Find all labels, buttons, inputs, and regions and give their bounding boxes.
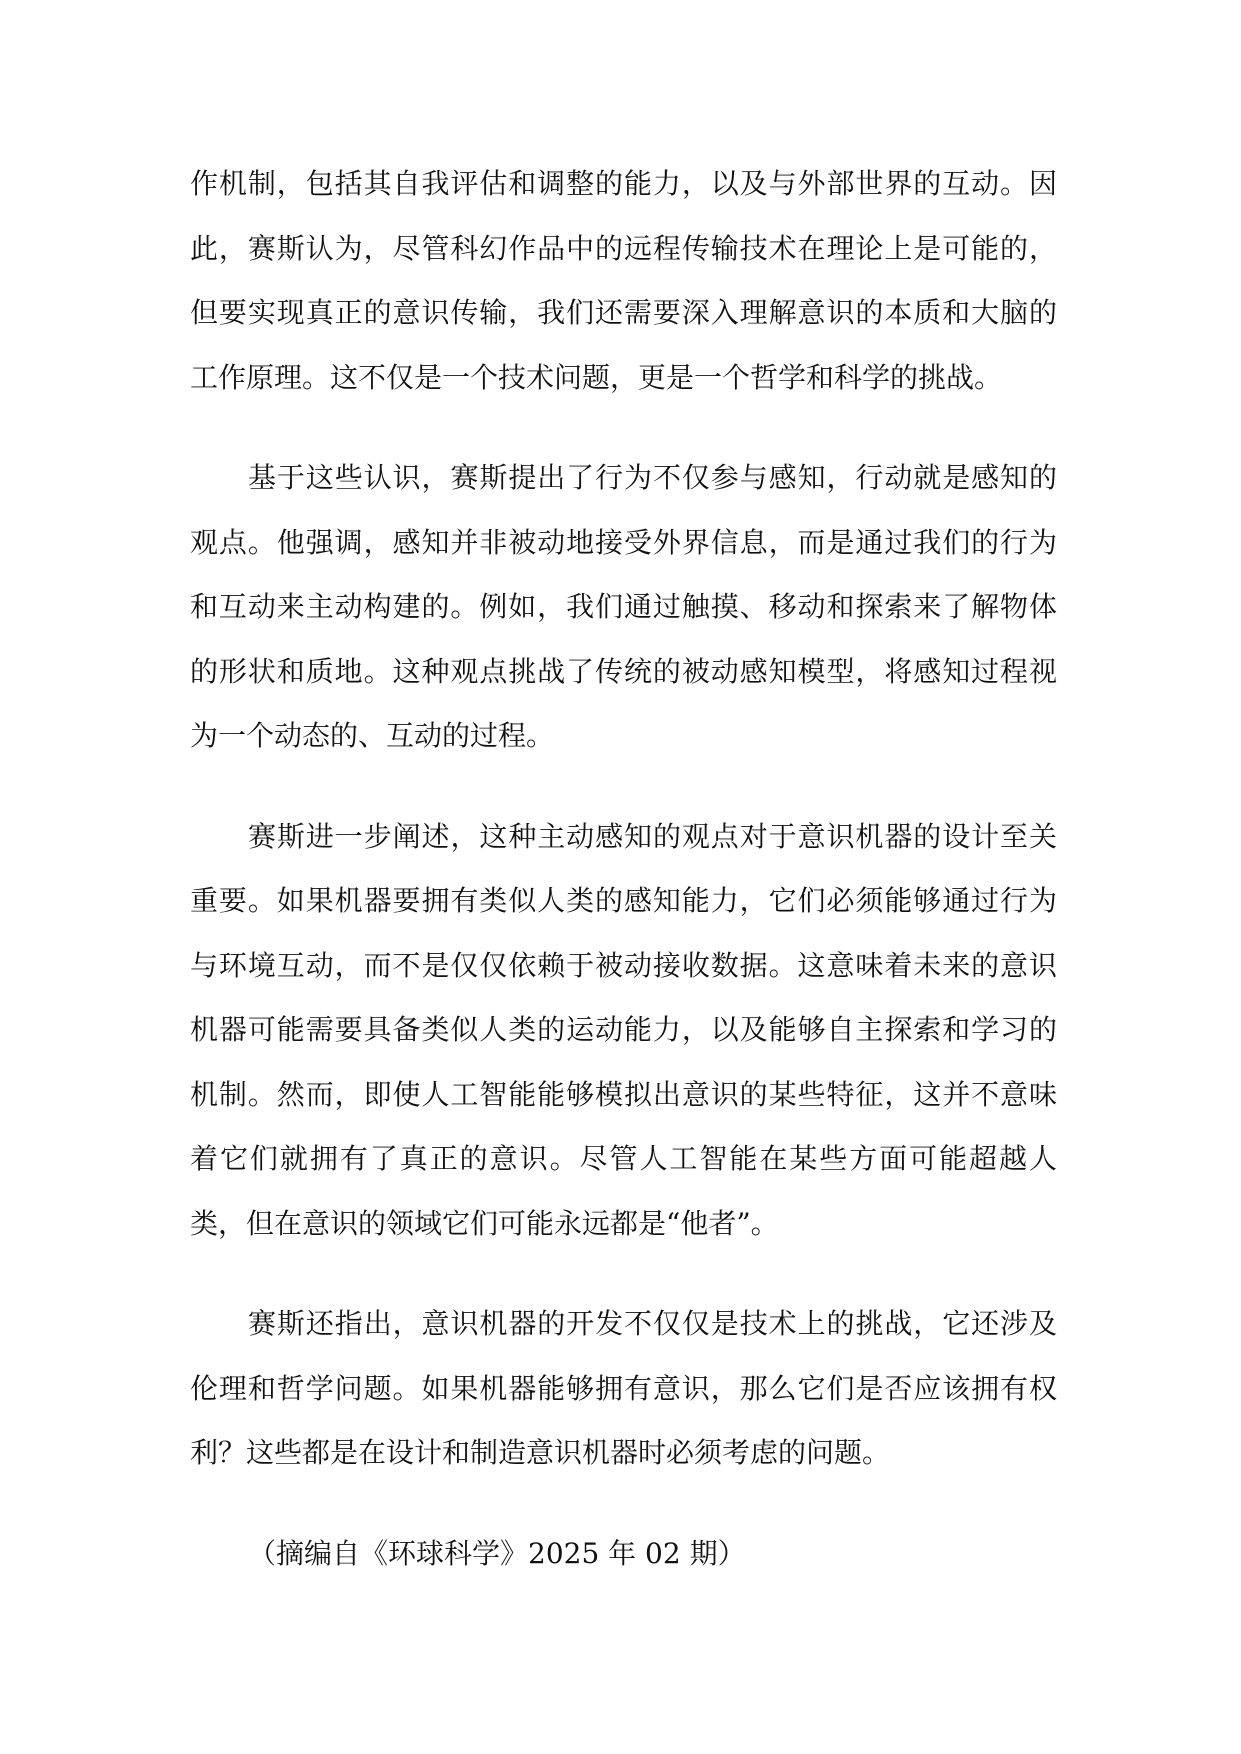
article-body xyxy=(190,152,1057,1586)
paragraph-continuation: 作机制，包括其自我评估和调整的能力，以及与外部世界的互动。因此，赛斯认为，尽管科幻作品中的远程传输技术在理论上是可能的，但要实现真正的意识传输，我们还需要深入理解意识的本质和大脑的工作原理。这不仅是一个技术问题，更是一个哲学和科学的挑战。 xyxy=(190,167,1057,394)
paragraph-conscious-machine-design: 赛斯进一步阐述，这种主动感知的观点对于意识机器的设计至关重要。如果机器要拥有类似人类的感知能力，它们必须能够通过行为与环境互动，而不是仅仅依赖于被动接收数据。这意味着未来的意识机器可能需要具备类似人类的运动能力，以及能够自主探索和学习的机制。然而，即使人工智能能够模拟出意识的某些特征，这并不意味着它们就拥有了真正的意识。尽管人工智能在某些方面可能超越人类，但在意识的领域它们可能永远都是“他者”。 xyxy=(190,819,1057,1240)
paragraph-ethics: 赛斯还指出，意识机器的开发不仅仅是技术上的挑战，它还涉及伦理和哲学问题。如果机器能够拥有意识，那么它们是否应该拥有权利？这些都是在设计和制造意识机器时必须考虑的问题。 xyxy=(190,1307,1057,1469)
paragraph-active-perception: 基于这些认识，赛斯提出了行为不仅参与感知，行动就是感知的观点。他强调，感知并非被动地接受外界信息，而是通过我们的行为和互动来主动构建的。例如，我们通过触摸、移动和探索来了解物体的形状和质地。这种观点挑战了传统的被动感知模型，将感知过程视为一个动态的、互动的过程。 xyxy=(190,461,1057,752)
source-citation: （摘编自《环球科学》2025 年 02 期） xyxy=(248,1536,746,1570)
